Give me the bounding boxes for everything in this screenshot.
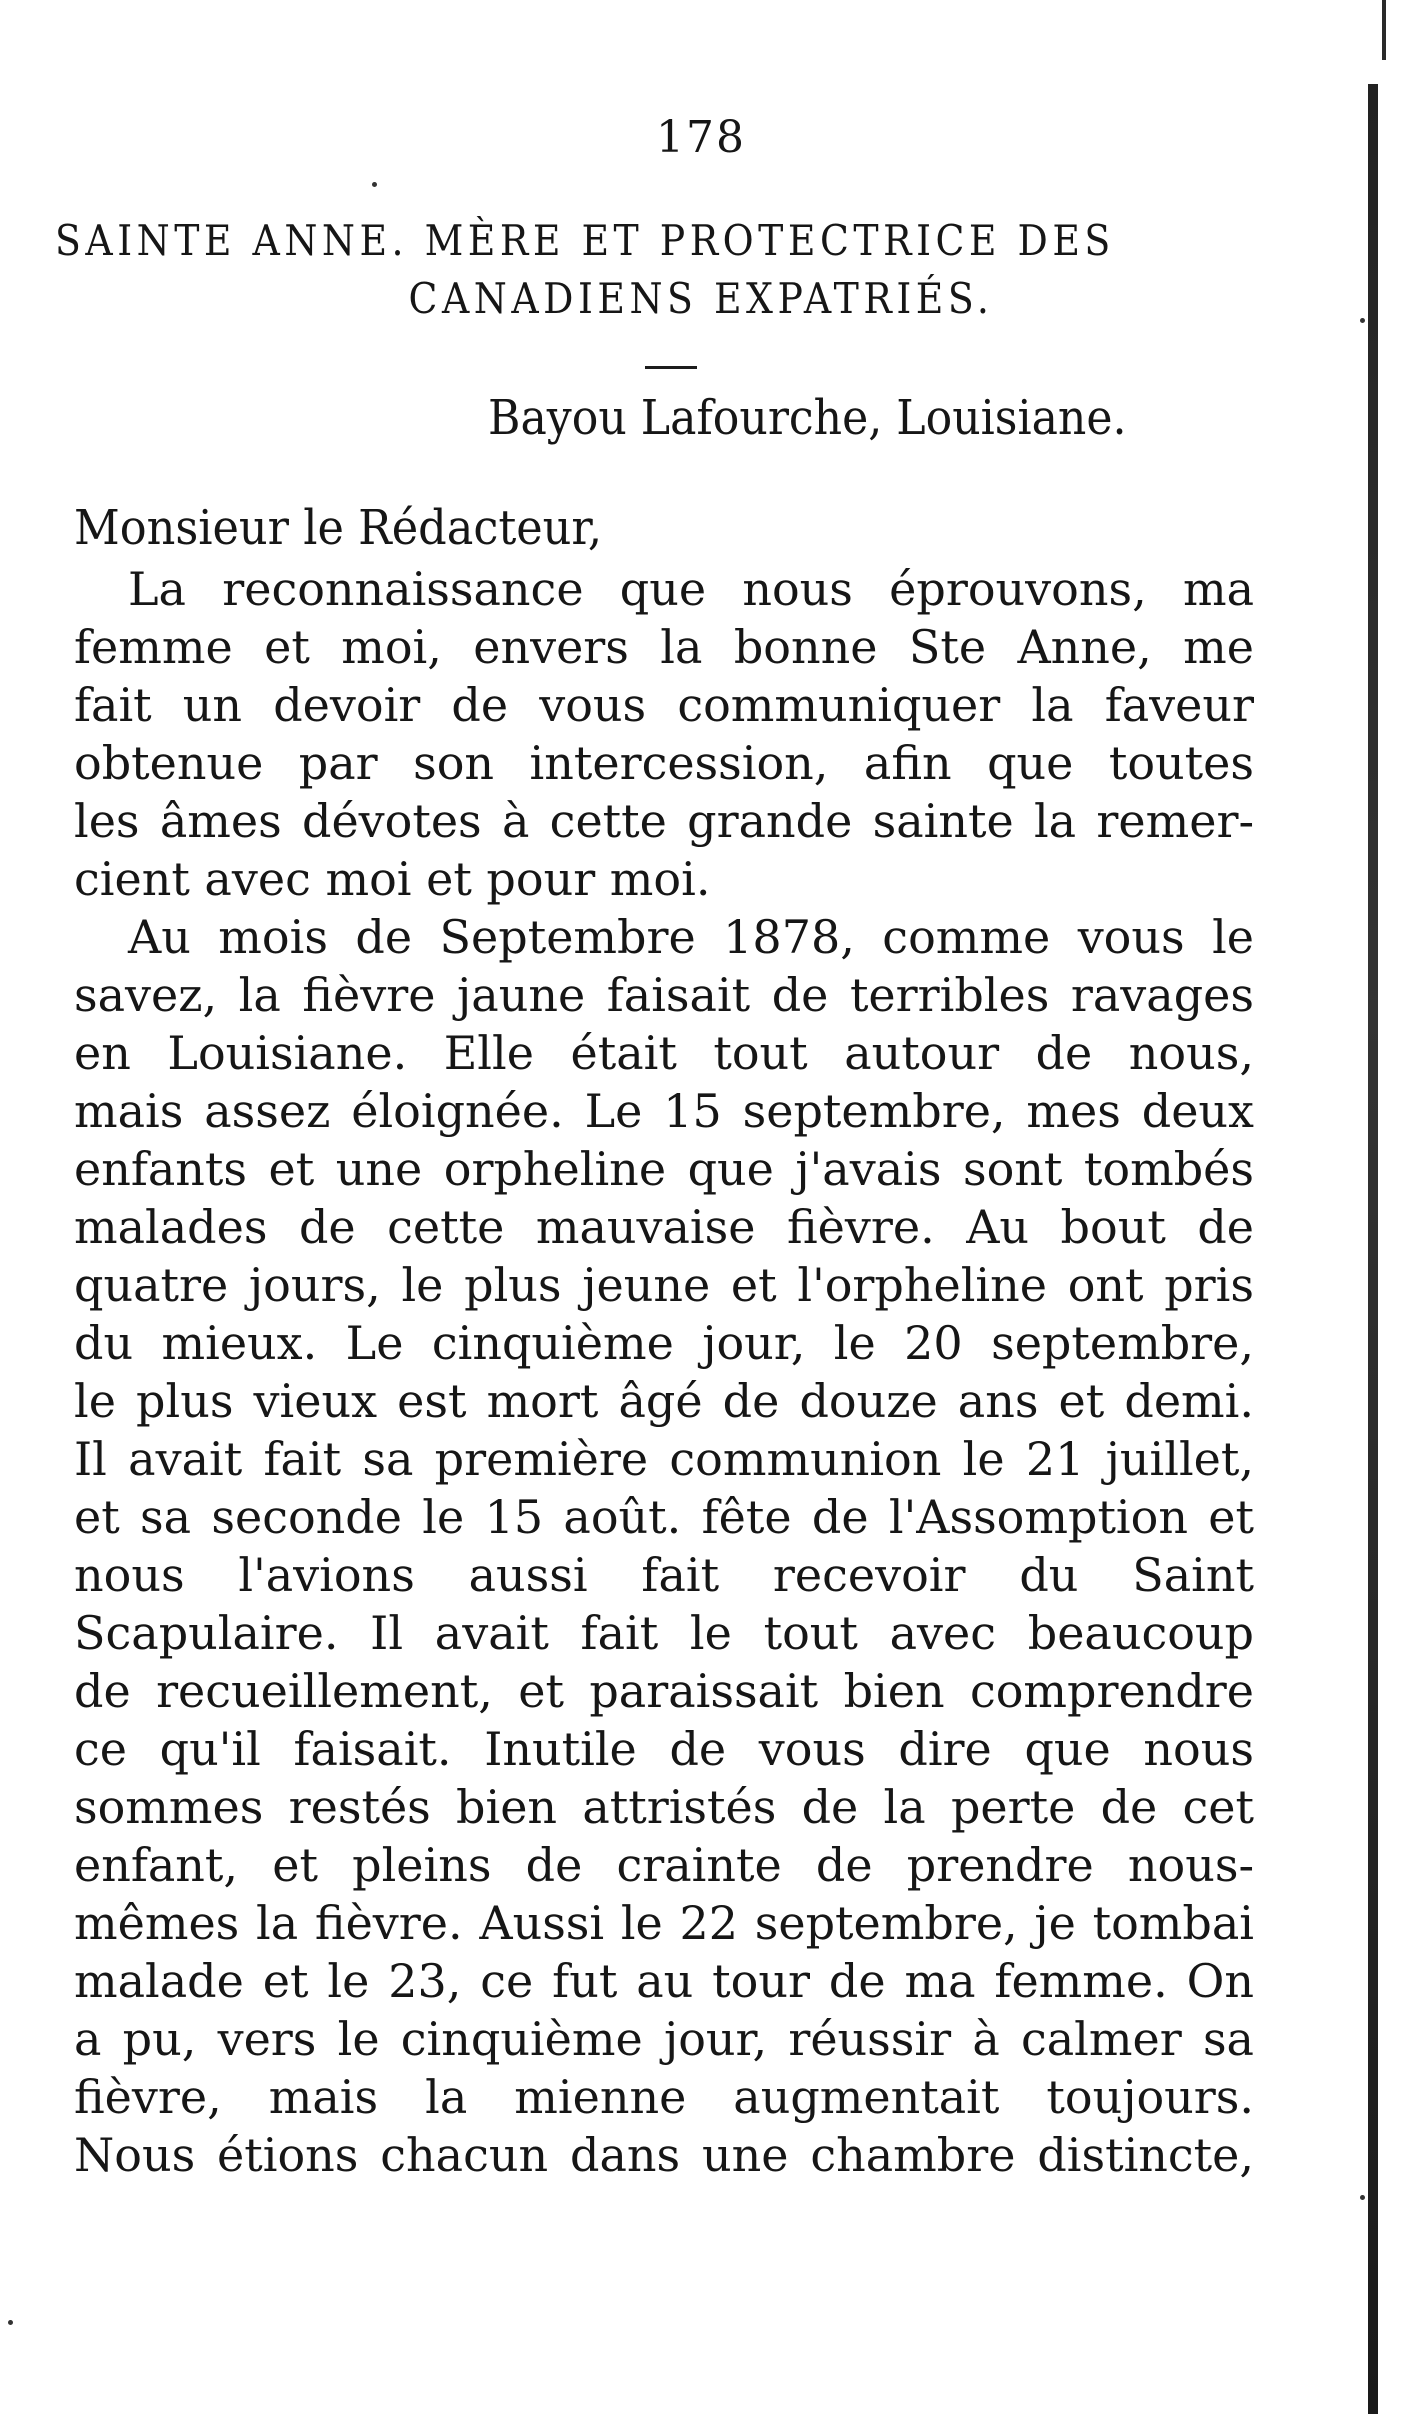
title-separator-rule (645, 366, 697, 369)
body-line: fait un devoir de vous communiquer la faveur (74, 678, 1254, 732)
letter-location: Bayou Lafourche, Louisiane. (488, 390, 1127, 446)
body-line: mais assez éloignée. Le 15 septembre, mes deux (74, 1084, 1254, 1138)
page-number: 178 (656, 112, 746, 163)
body-line: de recueillement, et paraissait bien comprendre (74, 1664, 1254, 1718)
body-line: et sa seconde le 15 août. fête de l'Assomption et (74, 1490, 1254, 1544)
body-line: femme et moi, envers la bonne Ste Anne, me (74, 620, 1254, 674)
body-line: nous l'avions aussi fait recevoir du Saint (74, 1548, 1254, 1602)
body-line: malade et le 23, ce fut au tour de ma femme. On (74, 1954, 1254, 2008)
body-line: du mieux. Le cinquième jour, le 20 septembre, (74, 1316, 1254, 1370)
body-line: cient avec moi et pour moi. (74, 852, 711, 906)
body-line: malades de cette mauvaise fièvre. Au bout de (74, 1200, 1254, 1254)
body-line: fièvre, mais la mienne augmentait toujours. (74, 2070, 1254, 2124)
scan-speck (8, 2320, 13, 2325)
body-line: savez, la fièvre jaune faisait de terribles ravages (74, 968, 1254, 1022)
body-line: enfant, et pleins de crainte de prendre nous- (74, 1838, 1254, 1892)
letter-salutation: Monsieur le Rédacteur, (74, 500, 603, 556)
body-line: quatre jours, le plus jeune et l'orpheline ont pris (74, 1258, 1254, 1312)
body-line: obtenue par son intercession, afin que toutes (74, 736, 1254, 790)
body-line: enfants et une orpheline que j'avais sont tombés (74, 1142, 1254, 1196)
body-line: le plus vieux est mort âgé de douze ans et demi. (74, 1374, 1254, 1428)
scan-edge-shadow (1368, 84, 1378, 2414)
body-line: en Louisiane. Elle était tout autour de nous, (74, 1026, 1254, 1080)
body-line: Il avait fait sa première communion le 21 juillet, (74, 1432, 1254, 1486)
body-line: La reconnaissance que nous éprouvons, ma (128, 562, 1254, 616)
body-line: Nous étions chacun dans une chambre distincte, (74, 2128, 1254, 2182)
scan-speck (372, 182, 377, 187)
scan-speck (1360, 318, 1365, 323)
article-title-line-2: CANADIENS EXPATRIÉS. (408, 274, 994, 323)
scan-speck (1360, 2195, 1365, 2200)
body-line: mêmes la fièvre. Aussi le 22 septembre, je tombai (74, 1896, 1254, 1950)
body-line: les âmes dévotes à cette grande sainte la remer- (74, 794, 1254, 848)
body-line: sommes restés bien attristés de la perte de cet (74, 1780, 1254, 1834)
article-title-line-1: SAINTE ANNE. MÈRE ET PROTECTRICE DES (55, 216, 1115, 265)
body-line: Au mois de Septembre 1878, comme vous le (128, 910, 1254, 964)
body-line: a pu, vers le cinquième jour, réussir à calmer sa (74, 2012, 1254, 2066)
body-line: ce qu'il faisait. Inutile de vous dire que nous (74, 1722, 1254, 1776)
scan-edge-top (1382, 0, 1386, 60)
body-line: Scapulaire. Il avait fait le tout avec beaucoup (74, 1606, 1254, 1660)
